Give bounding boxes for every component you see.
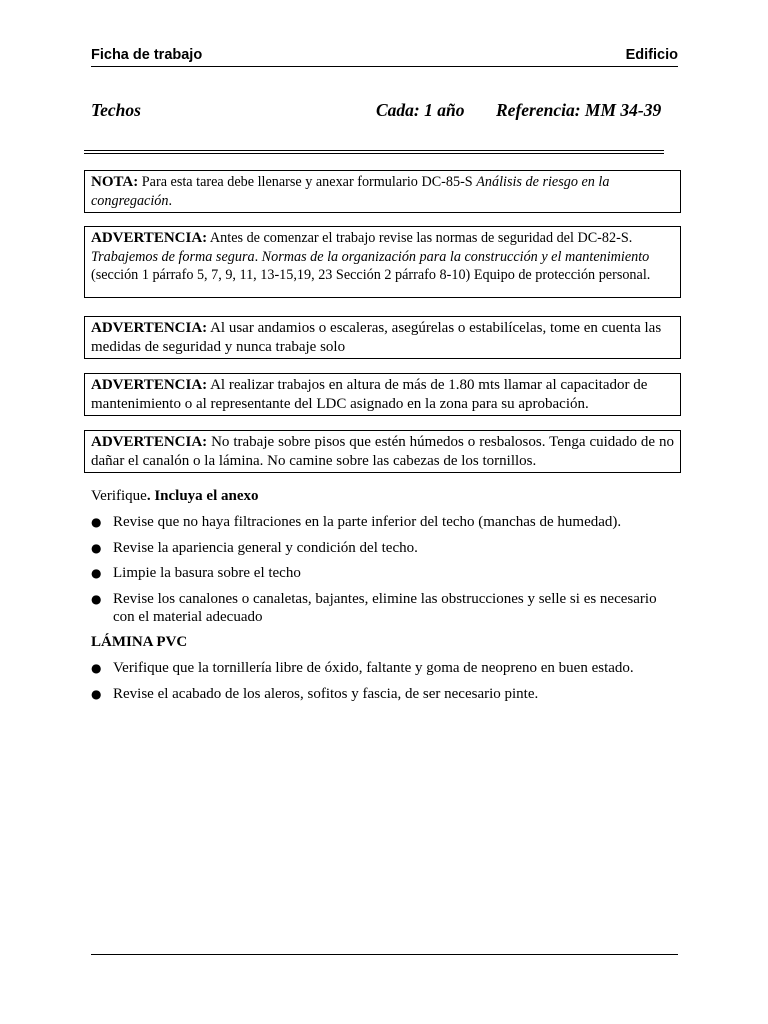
pvc-heading xyxy=(91,633,187,651)
list-item-text: Revise los canalones o canaletas, bajantes, elimine las obstrucciones y selle si es necesario con el material adecuado xyxy=(113,590,657,625)
note-box xyxy=(84,170,681,213)
list-item xyxy=(91,513,671,531)
title-rule-top xyxy=(84,150,664,151)
bullet-icon: ● xyxy=(91,591,102,606)
note-end: . xyxy=(168,192,173,209)
warning-height-box xyxy=(84,373,681,416)
warning-safety-text: Antes de comenzar el trabajo revise las normas de seguridad del DC-82-S. xyxy=(207,230,633,246)
warning-height-text: Al realizar trabajos en altura de más de 1.80 mts llamar al capacitador de mantenimiento o al representante del LDC asignado en la zona para su aprobación. xyxy=(91,377,648,412)
list-item-text: Revise la apariencia general y condición del techo. xyxy=(113,539,418,556)
note-italic: Análisis de riesgo en la congregación xyxy=(91,174,610,209)
bullet-icon: ● xyxy=(91,540,102,555)
list-item xyxy=(91,564,671,582)
bullet-icon: ● xyxy=(91,515,102,529)
warning-safety-label: ADVERTENCIA: xyxy=(91,230,208,246)
warning-safety-sep: . xyxy=(254,248,262,265)
header-category: Edificio xyxy=(625,47,678,63)
list-item-text: Limpie la basura sobre el techo xyxy=(113,565,301,581)
warning-scaffold-label: ADVERTENCIA: xyxy=(91,320,208,336)
header-doc-type: Ficha de trabajo xyxy=(91,47,203,63)
note-text: Para esta tarea debe llenarse y anexar formulario DC-85-S xyxy=(138,174,477,190)
warning-safety-italic-1: Trabajemos de forma segura xyxy=(91,248,255,265)
task-reference: Referencia: MM 34-39 xyxy=(496,100,662,120)
warning-scaffold-text: Al usar andamios o escaleras, asegúrelas o estabilícelas, tome en cuenta las medidas de seguridad y nunca trabaje solo xyxy=(91,320,662,355)
note-label: NOTA: xyxy=(91,174,139,190)
page-header xyxy=(91,46,678,67)
checklist xyxy=(91,513,671,633)
list-item xyxy=(91,539,671,557)
list-item xyxy=(91,685,671,703)
warning-scaffold-box xyxy=(84,316,681,359)
pvc-heading-text: LÁMINA PVC xyxy=(91,634,188,650)
list-item-text: Revise el acabado de los aleros, sofitos y fascia, de ser necesario pinte. xyxy=(113,685,539,702)
bullet-icon: ● xyxy=(91,566,102,580)
footer-rule xyxy=(91,954,678,955)
bullet-icon: ● xyxy=(91,686,102,701)
list-item xyxy=(91,590,671,626)
verify-prefix: Verifique xyxy=(91,488,147,504)
warning-floor-label: ADVERTENCIA: xyxy=(91,434,208,450)
warning-safety-box xyxy=(84,226,681,298)
list-item-text: Verifique que la tornillería libre de óxido, faltante y goma de neopreno en buen estado. xyxy=(113,660,634,676)
warning-safety-italic-2: Normas de la organización para la construcción y el mantenimiento xyxy=(261,248,650,265)
task-name: Techos xyxy=(91,100,141,120)
list-item-text: Revise que no haya filtraciones en la parte inferior del techo (manchas de humedad). xyxy=(113,514,622,530)
pvc-checklist xyxy=(91,659,671,710)
bullet-icon: ● xyxy=(91,661,102,675)
warning-safety-end: (sección 1 párrafo 5, 7, 9, 11, 13-15,19, 23 Sección 2 párrafo 8-10) Equipo de protección personal. xyxy=(91,267,651,283)
warning-floor-text: No trabaje sobre pisos que estén húmedos o resbalosos. Tenga cuidado de no dañar el canalón o la lámina. No camine sobre las cabezas de los tornillos. xyxy=(91,434,674,469)
verify-bold: . Incluya el anexo xyxy=(146,488,259,504)
title-rule-bottom xyxy=(84,153,664,154)
warning-floor-box xyxy=(84,430,681,473)
verify-heading xyxy=(91,487,259,505)
warning-height-label: ADVERTENCIA: xyxy=(91,377,208,393)
task-frequency: Cada: 1 año xyxy=(376,100,465,120)
list-item xyxy=(91,659,671,677)
